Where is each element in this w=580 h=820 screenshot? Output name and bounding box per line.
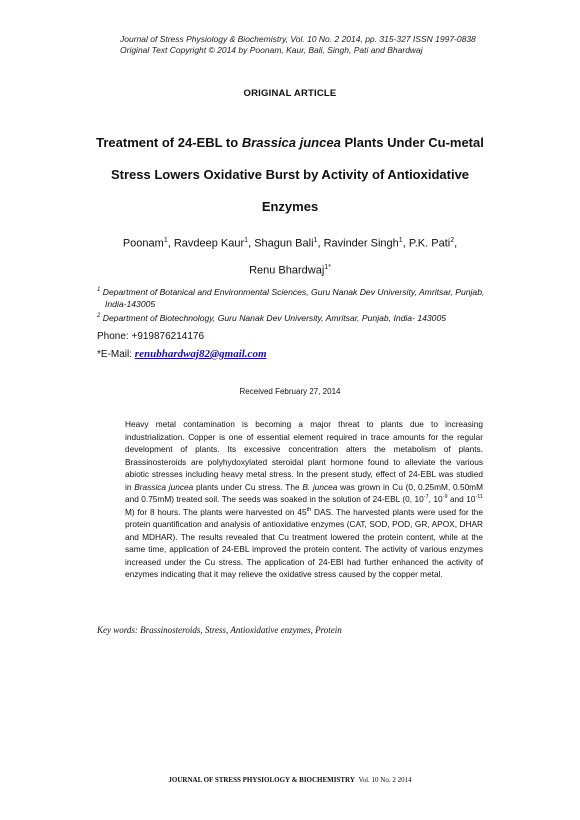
footer-volume: Vol. 10 No. 2 2014 <box>358 776 412 784</box>
affiliation-text: Department of Biotechnology, Guru Nanak Dev University, Amritsar, Punjab, India- 143005 <box>102 312 447 323</box>
email-line <box>97 348 267 360</box>
footer-journal-name: JOURNAL OF STRESS PHYSIOLOGY & BIOCHEMISTRY <box>168 776 355 784</box>
author-affiliation-mark: 1 <box>398 237 403 244</box>
title-species: Brassica juncea <box>241 135 341 150</box>
abstract-segment: DAS. The harvested plants were used for the protein quantification and analysis of antioxidative enzymes (CAT, SOD, POD, GR, APOX, DHAR and MDHAR). The results revealed that Cu treatment lowered the protein content, while at the same time, application of 24-EBL improved the protein content. The activity of various enzymes increased under the Cu stress. The application of 24-EBl had further enhanced the activity of enzymes indicating that it may relieve the oxidative stress caused by the copper metal. <box>125 506 483 579</box>
author-affiliation-mark: 1 <box>163 237 168 244</box>
author-name: P.K. Pati <box>408 237 451 250</box>
affiliation-number: 1 <box>97 287 101 293</box>
email-link[interactable]: renubhardwaj82@gmail.com <box>134 348 267 360</box>
author-name: Ravinder Singh <box>323 237 399 250</box>
affiliation-number: 2 <box>97 313 101 319</box>
abstract-text <box>125 418 483 581</box>
corresponding-author-name: Renu Bhardwaj <box>249 264 325 277</box>
abstract-segment: and 10 <box>447 494 476 504</box>
abstract-superscript: -9 <box>442 494 448 501</box>
author-name: Poonam <box>122 237 164 250</box>
author-separator: , <box>454 237 458 250</box>
abstract-species: B. juncea <box>302 481 338 492</box>
abstract-segment: M) for 8 hours. The plants were harvested on 45 <box>125 506 307 517</box>
author-name: Ravdeep Kaur <box>173 237 245 250</box>
abstract-segment: was grown in Cu (0, 0.25mM, 0.50mM and 0.75mM) treated soil. The seeds was soaked in the solution of 24-EBL (0, 10 <box>125 481 484 504</box>
paper-title <box>95 127 485 223</box>
author-affiliation-mark: 1 <box>244 237 249 244</box>
received-date: Received February 27, 2014 <box>239 387 341 396</box>
author-affiliation-mark: 1 <box>313 237 318 244</box>
affiliation-text-continued: India-143005 <box>105 298 156 309</box>
journal-citation-line: Journal of Stress Physiology & Biochemistry, Vol. 10 No. 2 2014, pp. 315-327 ISSN 1997-0838 <box>120 34 476 44</box>
page-footer <box>0 776 580 784</box>
email-label: *E-Mail: <box>97 349 135 360</box>
keywords-line: Key words: Brassinosteroids, Stress, Antioxidative enzymes, Protein <box>97 625 342 635</box>
title-part-1: Treatment of 24-EBL to <box>96 135 242 150</box>
affiliation-1 <box>97 284 497 310</box>
affiliation-text: Department of Botanical and Environmental Sciences, Guru Nanak Dev University, Amritsar, Punjab, <box>102 286 485 297</box>
title-part-2: Plants Under Cu-metal Stress Lowers Oxidative Burst by Activity of Antioxidative Enzymes <box>110 135 484 214</box>
author-list <box>95 229 485 282</box>
abstract-segment: plants under Cu stress. The <box>193 481 303 492</box>
copyright-line: Original Text Copyright © 2014 by Poonam, Kaur, Bali, Singh, Pati and Bhardwaj <box>120 45 423 55</box>
author-affiliation-mark: 1* <box>324 263 331 271</box>
author-separator: , <box>248 237 255 250</box>
abstract-segment: , 10 <box>428 494 443 504</box>
affiliation-2 <box>97 310 497 324</box>
abstract-superscript: -7 <box>423 494 429 501</box>
author-affiliation-mark: 2 <box>450 237 455 244</box>
author-name: Shagun Bali <box>254 237 314 250</box>
author-separator: , <box>402 237 409 250</box>
author-separator: , <box>167 237 174 250</box>
abstract-superscript: -11 <box>475 494 483 501</box>
abstract-species: Brassica juncea <box>134 481 194 492</box>
abstract-superscript: th <box>306 506 312 513</box>
article-type-label: ORIGINAL ARTICLE <box>243 88 337 99</box>
author-separator: , <box>317 237 324 250</box>
phone-line: Phone: +919876214176 <box>97 331 205 342</box>
abstract-segment: Heavy metal contamination is becoming a major threat to plants due to increasing industrialization. Copper is one of essential element required in trace amounts for the regular development of plants. Its excessive concentration alters the metabolism of plants. Brassinosteroids are polyhydoxylated steroidal plant hormone found to alleviate the various abiotic stresses including heavy metal stress. In the present study, effect of 24-EBL was studied in <box>125 419 483 492</box>
